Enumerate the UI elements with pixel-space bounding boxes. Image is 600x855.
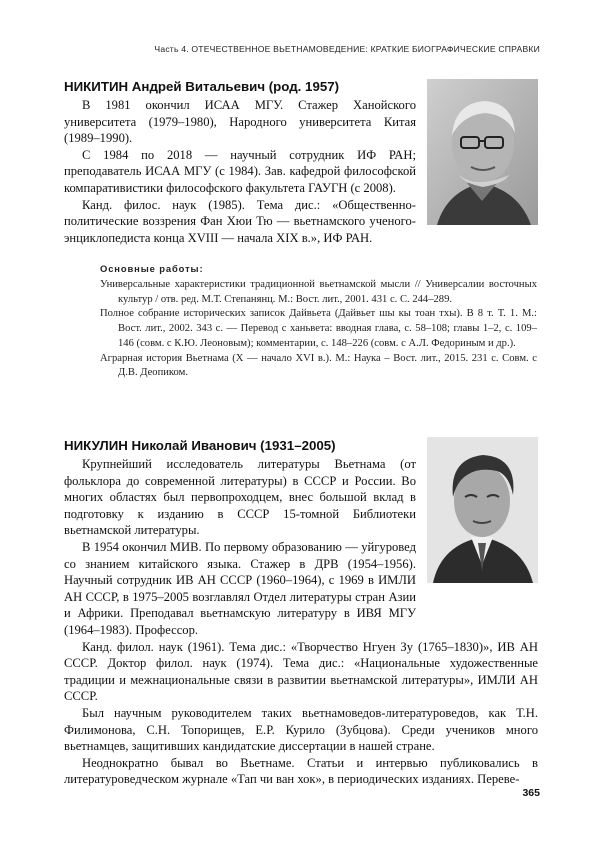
running-head xyxy=(154,44,540,54)
works-item: Универсальные характеристики традиционной вьетнамской мысли // Универсалии восточных культур / отв. ред. М.Т. Степанянц. М.: Вост. лит., 2001. 431 с. С. 244–289. xyxy=(100,279,537,305)
portrait-photo-icon xyxy=(427,79,538,225)
running-head-part: Часть 4. xyxy=(154,44,189,54)
bio-paragraph: Неоднократно бывал во Вьетнаме. Статьи и интервью публиковались в литературоведческом журнале «Тап чи ван хок», в периодических изданиях. Переве- xyxy=(64,755,538,787)
bio-paragraph: Был научным руководителем таких вьетнамоведов-литературоведов, как Т.Н. Филимонова, С.Н. Топорищев, Е.Р. Курило (Зубцова). Среди учеников много вьетнамцев, защитивших кандидатские диссертации в нашей стране. xyxy=(64,705,538,754)
bio-paragraph: Канд. филол. наук (1961). Тема дис.: «Творчество Нгуен Зу (1765–1830)», ИВ АН СССР. Доктор филол. наук (1974). Тема дис.: «Национальные художественные традиции и межнациональные связи в развитии вьетнамской литературы», ИМЛИ АН СССР. xyxy=(64,639,538,704)
page-number: 365 xyxy=(522,787,540,799)
entry-biography xyxy=(64,97,416,246)
works-item: Полное собрание исторических записок Дайвьета (Дайвьет шы кы тоан тхы). В 8 т. Т. 1. М.: Вост. лит., 2002. 343 с. — Перевод с ханьвета: вводная глава, с. 58–108; главы 1–2, с. 109–146 (совм. с К.Ю. Леоновым); комментарии, с. 148–226 (совм. с А.Л. Федориным и др.). xyxy=(100,308,537,349)
works-item: Аграрная история Вьетнама (X — начало XVI в.). М.: Наука – Вост. лит., 2015. 231 с. Совм. с Д.В. Деопиком. xyxy=(100,352,537,379)
entry-name: НИКУЛИН Николай Иванович (1931–2005) xyxy=(64,438,336,453)
works-heading: Основные работы: xyxy=(100,263,204,274)
works-list xyxy=(100,278,537,381)
entry-biography xyxy=(64,456,416,539)
entry-name: НИКИТИН Андрей Витальевич (род. 1957) xyxy=(64,79,340,94)
bio-paragraph: Канд. филос. наук (1985). Тема дис.: «Общественно-политические воззрения Фан Хюи Тю — вьетнамского ученого-энциклопедиста конца XVIII — начала XIX в.», ИФ РАН. xyxy=(64,197,416,245)
entry-biography-continued xyxy=(64,539,538,788)
bio-paragraph: В 1981 окончил ИСАА МГУ. Стажер Ханойского университета (1979–1980), Народного университета Китая (1989–1990). xyxy=(64,98,416,146)
bio-paragraph: С 1984 по 2018 — научный сотрудник ИФ РАН; преподаватель ИСАА МГУ (с 1984). Зав. кафедрой философской компаративистики философского факультета ГАУГН (с 2008). xyxy=(64,147,416,195)
bio-paragraph: В 1954 окончил МИВ. По первому образованию — уйгуровед со знанием китайского языка. Стажер в ДРВ (1954–1956). Научный сотрудник ИВ АН СССР (1960–1964), с 1969 в ИМЛИ АН СССР, в 1975–2005 возглавлял Отдел литературы стран Азии и Африки. Преподавал вьетнамскую литературу в ИВЯ МГУ (1964–1983). Профессор. xyxy=(64,540,416,637)
bio-paragraph: Крупнейший исследователь литературы Вьетнама (от фольклора до современной литературы) в СССР и России. Во многих областях был первопроходцем, внес большой вклад в подготовку к изданию в СССР 15-томной Библиотеки вьетнамской литературы. xyxy=(64,457,416,538)
running-head-title: ОТЕЧЕСТВЕННОЕ ВЬЕТНАМОВЕДЕНИЕ: КРАТКИЕ БИОГРАФИЧЕСКИЕ СПРАВКИ xyxy=(191,44,540,54)
